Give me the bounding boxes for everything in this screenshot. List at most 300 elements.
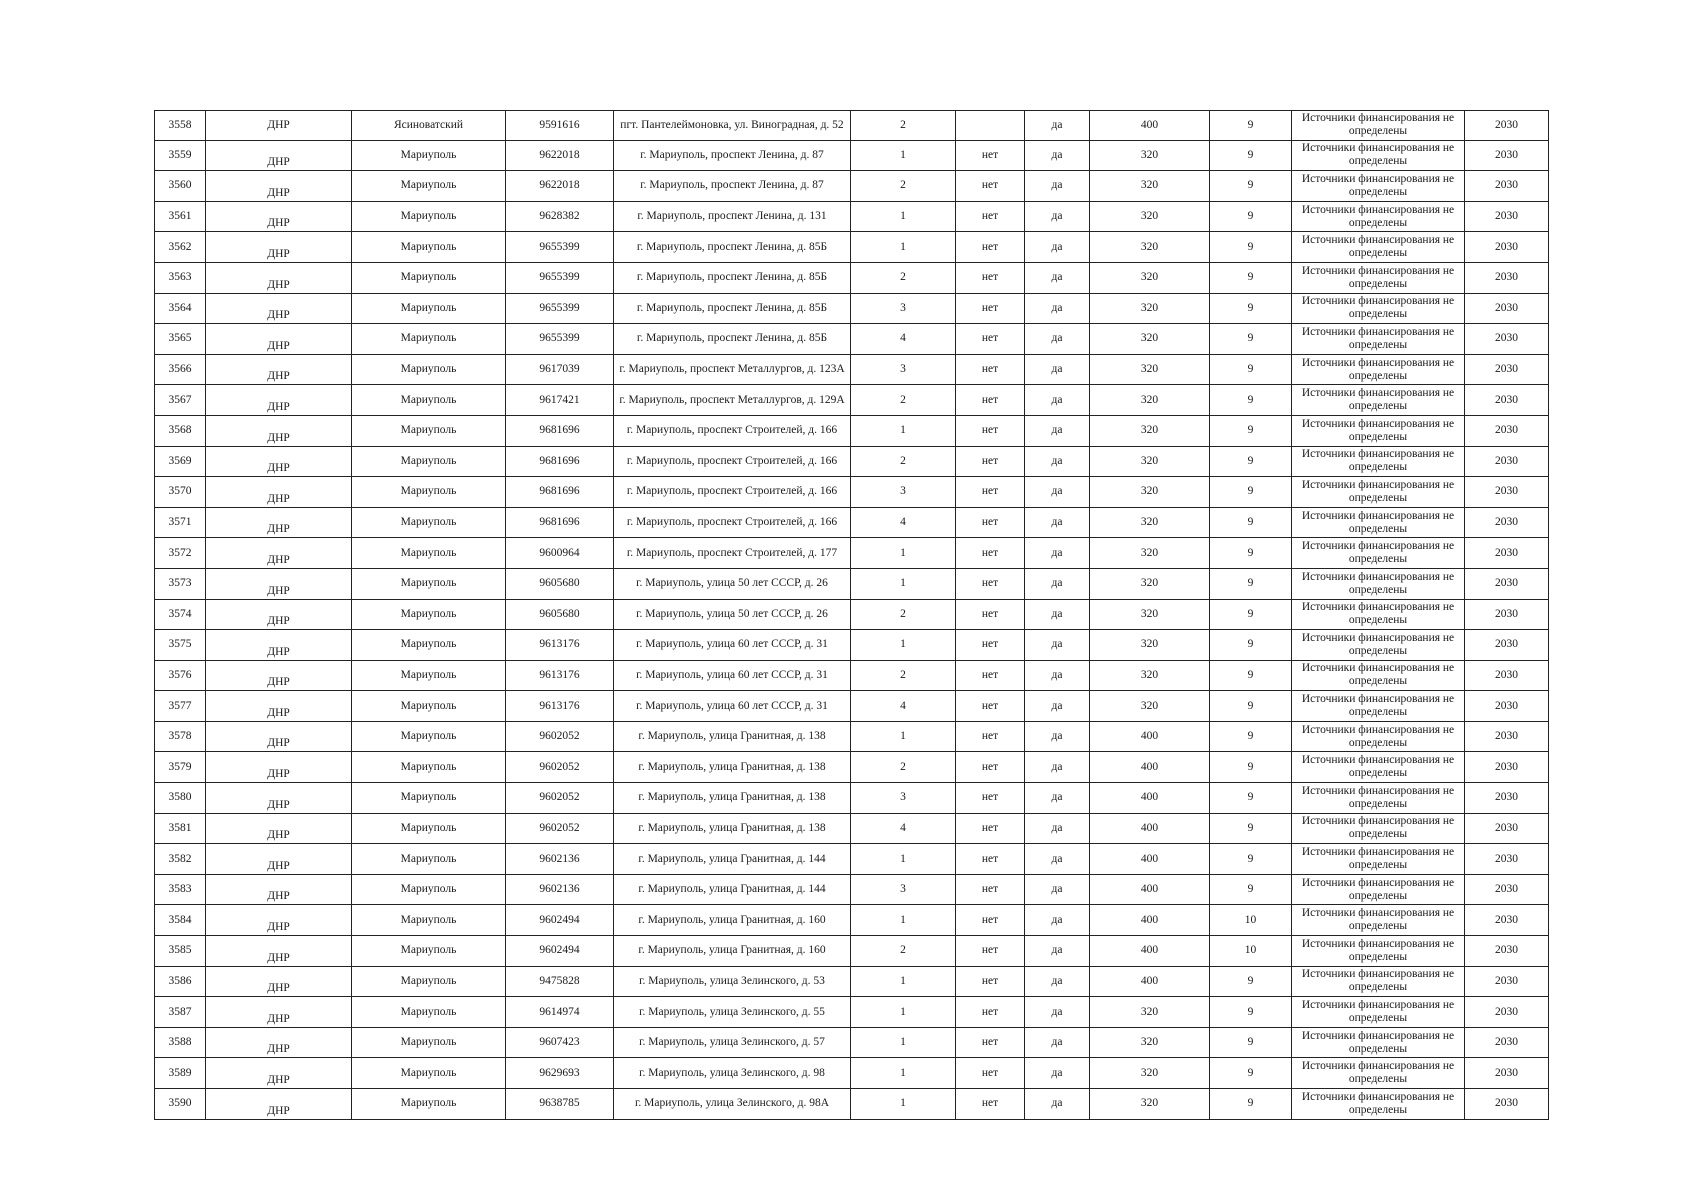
- municipality-cell: Мариуполь: [352, 415, 506, 446]
- floors-cell: 9: [1210, 354, 1292, 385]
- building-id-cell: 9681696: [506, 507, 614, 538]
- row-number-cell: 3563: [155, 262, 206, 293]
- building-id-cell: 9614974: [506, 997, 614, 1028]
- funding-source-cell: Источники финансирования не определены: [1292, 538, 1465, 569]
- replaced-cell: нет: [956, 936, 1025, 967]
- required-cell: да: [1025, 813, 1090, 844]
- address-cell: г. Мариуполь, проспект Металлургов, д. 123А: [614, 354, 851, 385]
- funding-source-cell: Источники финансирования не определены: [1292, 874, 1465, 905]
- floors-cell: 9: [1210, 324, 1292, 355]
- funding-source-cell: Источники финансирования не определены: [1292, 293, 1465, 324]
- required-cell: да: [1025, 568, 1090, 599]
- entrance-cell: 3: [851, 477, 956, 508]
- building-id-cell: 9602494: [506, 936, 614, 967]
- funding-source-cell: Источники финансирования не определены: [1292, 1089, 1465, 1120]
- floors-cell: 9: [1210, 1027, 1292, 1058]
- address-cell: г. Мариуполь, проспект Строителей, д. 166: [614, 507, 851, 538]
- municipality-cell: Мариуполь: [352, 1089, 506, 1120]
- row-number-cell: 3578: [155, 721, 206, 752]
- row-number-cell: 3590: [155, 1089, 206, 1120]
- row-number-cell: 3586: [155, 966, 206, 997]
- entrance-cell: 1: [851, 966, 956, 997]
- table-row: [155, 140, 1549, 171]
- table-row: [155, 324, 1549, 355]
- year-cell: 2030: [1465, 844, 1549, 875]
- year-cell: 2030: [1465, 721, 1549, 752]
- entrance-cell: 1: [851, 140, 956, 171]
- address-cell: г. Мариуполь, проспект Ленина, д. 87: [614, 171, 851, 202]
- year-cell: 2030: [1465, 1089, 1549, 1120]
- required-cell: да: [1025, 599, 1090, 630]
- building-id-cell: 9655399: [506, 324, 614, 355]
- region-cell: ДНР: [206, 293, 352, 324]
- entrance-cell: 1: [851, 844, 956, 875]
- row-number-cell: 3579: [155, 752, 206, 783]
- building-id-cell: 9602052: [506, 752, 614, 783]
- entrance-cell: 1: [851, 415, 956, 446]
- table-row: [155, 111, 1549, 141]
- municipality-cell: Мариуполь: [352, 783, 506, 814]
- table-row: [155, 599, 1549, 630]
- table-row: [155, 568, 1549, 599]
- municipality-cell: Мариуполь: [352, 630, 506, 661]
- floors-cell: 9: [1210, 752, 1292, 783]
- funding-source-cell: Источники финансирования не определены: [1292, 385, 1465, 416]
- floors-cell: 9: [1210, 385, 1292, 416]
- replaced-cell: нет: [956, 1089, 1025, 1120]
- capacity-cell: 400: [1090, 966, 1210, 997]
- building-id-cell: 9607423: [506, 1027, 614, 1058]
- row-number-cell: 3581: [155, 813, 206, 844]
- funding-source-cell: Источники финансирования не определены: [1292, 1058, 1465, 1089]
- municipality-cell: Мариуполь: [352, 140, 506, 171]
- replaced-cell: нет: [956, 324, 1025, 355]
- capacity-cell: 400: [1090, 844, 1210, 875]
- capacity-cell: 320: [1090, 630, 1210, 661]
- row-number-cell: 3588: [155, 1027, 206, 1058]
- required-cell: да: [1025, 293, 1090, 324]
- required-cell: да: [1025, 507, 1090, 538]
- region-cell: ДНР: [206, 538, 352, 569]
- building-id-cell: 9622018: [506, 140, 614, 171]
- entrance-cell: 2: [851, 599, 956, 630]
- floors-cell: 9: [1210, 660, 1292, 691]
- municipality-cell: Мариуполь: [352, 446, 506, 477]
- address-cell: г. Мариуполь, улица Гранитная, д. 160: [614, 905, 851, 936]
- year-cell: 2030: [1465, 385, 1549, 416]
- address-cell: г. Мариуполь, проспект Ленина, д. 85Б: [614, 232, 851, 263]
- building-id-cell: 9629693: [506, 1058, 614, 1089]
- entrance-cell: 1: [851, 630, 956, 661]
- floors-cell: 9: [1210, 813, 1292, 844]
- required-cell: да: [1025, 966, 1090, 997]
- address-cell: г. Мариуполь, проспект Строителей, д. 166: [614, 477, 851, 508]
- entrance-cell: 1: [851, 201, 956, 232]
- year-cell: 2030: [1465, 966, 1549, 997]
- year-cell: 2030: [1465, 140, 1549, 171]
- floors-cell: 9: [1210, 140, 1292, 171]
- row-number-cell: 3589: [155, 1058, 206, 1089]
- capacity-cell: 400: [1090, 752, 1210, 783]
- entrance-cell: 2: [851, 171, 956, 202]
- year-cell: 2030: [1465, 507, 1549, 538]
- required-cell: да: [1025, 721, 1090, 752]
- entrance-cell: 3: [851, 293, 956, 324]
- table-row: [155, 813, 1549, 844]
- funding-source-cell: Источники финансирования не определены: [1292, 752, 1465, 783]
- replaced-cell: [956, 111, 1025, 141]
- floors-cell: 9: [1210, 1089, 1292, 1120]
- funding-source-cell: Источники финансирования не определены: [1292, 813, 1465, 844]
- year-cell: 2030: [1465, 477, 1549, 508]
- replaced-cell: нет: [956, 1058, 1025, 1089]
- municipality-cell: Мариуполь: [352, 966, 506, 997]
- replaced-cell: нет: [956, 966, 1025, 997]
- floors-cell: 9: [1210, 721, 1292, 752]
- floors-cell: 9: [1210, 783, 1292, 814]
- region-cell: ДНР: [206, 1058, 352, 1089]
- entrance-cell: 1: [851, 721, 956, 752]
- replaced-cell: нет: [956, 171, 1025, 202]
- entrance-cell: 4: [851, 691, 956, 722]
- funding-source-cell: Источники финансирования не определены: [1292, 171, 1465, 202]
- region-cell: ДНР: [206, 507, 352, 538]
- required-cell: да: [1025, 446, 1090, 477]
- funding-source-cell: Источники финансирования не определены: [1292, 721, 1465, 752]
- row-number-cell: 3572: [155, 538, 206, 569]
- funding-source-cell: Источники финансирования не определены: [1292, 660, 1465, 691]
- year-cell: 2030: [1465, 324, 1549, 355]
- required-cell: да: [1025, 844, 1090, 875]
- table-row: [155, 936, 1549, 967]
- year-cell: 2030: [1465, 568, 1549, 599]
- replaced-cell: нет: [956, 201, 1025, 232]
- table-row: [155, 630, 1549, 661]
- address-cell: г. Мариуполь, улица 60 лет СССР, д. 31: [614, 630, 851, 661]
- building-id-cell: 9600964: [506, 538, 614, 569]
- address-cell: г. Мариуполь, проспект Ленина, д. 131: [614, 201, 851, 232]
- floors-cell: 9: [1210, 232, 1292, 263]
- address-cell: г. Мариуполь, улица Гранитная, д. 138: [614, 783, 851, 814]
- building-id-cell: 9602494: [506, 905, 614, 936]
- address-cell: г. Мариуполь, улица Гранитная, д. 138: [614, 752, 851, 783]
- table-row: [155, 844, 1549, 875]
- floors-cell: 9: [1210, 538, 1292, 569]
- entrance-cell: 2: [851, 385, 956, 416]
- table-row: [155, 783, 1549, 814]
- elevator-replacement-table: [154, 110, 1549, 1120]
- capacity-cell: 400: [1090, 874, 1210, 905]
- municipality-cell: Мариуполь: [352, 691, 506, 722]
- required-cell: да: [1025, 201, 1090, 232]
- address-cell: г. Мариуполь, улица Гранитная, д. 138: [614, 721, 851, 752]
- municipality-cell: Мариуполь: [352, 293, 506, 324]
- table-row: [155, 905, 1549, 936]
- address-cell: г. Мариуполь, проспект Металлургов, д. 129А: [614, 385, 851, 416]
- replaced-cell: нет: [956, 783, 1025, 814]
- region-cell: ДНР: [206, 385, 352, 416]
- municipality-cell: Мариуполь: [352, 324, 506, 355]
- region-cell: ДНР: [206, 262, 352, 293]
- replaced-cell: нет: [956, 660, 1025, 691]
- building-id-cell: 9602136: [506, 844, 614, 875]
- row-number-cell: 3570: [155, 477, 206, 508]
- region-cell: ДНР: [206, 936, 352, 967]
- year-cell: 2030: [1465, 905, 1549, 936]
- year-cell: 2030: [1465, 446, 1549, 477]
- capacity-cell: 320: [1090, 201, 1210, 232]
- address-cell: г. Мариуполь, улица 60 лет СССР, д. 31: [614, 691, 851, 722]
- floors-cell: 9: [1210, 446, 1292, 477]
- year-cell: 2030: [1465, 201, 1549, 232]
- replaced-cell: нет: [956, 721, 1025, 752]
- region-cell: ДНР: [206, 140, 352, 171]
- address-cell: г. Мариуполь, улица Гранитная, д. 144: [614, 874, 851, 905]
- floors-cell: 9: [1210, 599, 1292, 630]
- municipality-cell: Мариуполь: [352, 354, 506, 385]
- row-number-cell: 3584: [155, 905, 206, 936]
- row-number-cell: 3564: [155, 293, 206, 324]
- address-cell: г. Мариуполь, улица Зелинского, д. 98: [614, 1058, 851, 1089]
- floors-cell: 9: [1210, 630, 1292, 661]
- entrance-cell: 1: [851, 538, 956, 569]
- floors-cell: 9: [1210, 262, 1292, 293]
- address-cell: г. Мариуполь, проспект Ленина, д. 85Б: [614, 262, 851, 293]
- building-id-cell: 9638785: [506, 1089, 614, 1120]
- building-id-cell: 9613176: [506, 691, 614, 722]
- table-row: [155, 691, 1549, 722]
- address-cell: г. Мариуполь, улица 50 лет СССР, д. 26: [614, 568, 851, 599]
- year-cell: 2030: [1465, 1027, 1549, 1058]
- required-cell: да: [1025, 538, 1090, 569]
- municipality-cell: Мариуполь: [352, 1027, 506, 1058]
- floors-cell: 9: [1210, 568, 1292, 599]
- entrance-cell: 1: [851, 1058, 956, 1089]
- capacity-cell: 320: [1090, 354, 1210, 385]
- entrance-cell: 4: [851, 324, 956, 355]
- table-row: [155, 966, 1549, 997]
- address-cell: г. Мариуполь, улица Зелинского, д. 98А: [614, 1089, 851, 1120]
- funding-source-cell: Источники финансирования не определены: [1292, 783, 1465, 814]
- table-row: [155, 507, 1549, 538]
- municipality-cell: Мариуполь: [352, 752, 506, 783]
- required-cell: да: [1025, 630, 1090, 661]
- capacity-cell: 400: [1090, 721, 1210, 752]
- table-row: [155, 1058, 1549, 1089]
- required-cell: да: [1025, 171, 1090, 202]
- row-number-cell: 3576: [155, 660, 206, 691]
- table-row: [155, 232, 1549, 263]
- table-row: [155, 997, 1549, 1028]
- required-cell: да: [1025, 936, 1090, 967]
- replaced-cell: нет: [956, 415, 1025, 446]
- row-number-cell: 3569: [155, 446, 206, 477]
- address-cell: г. Мариуполь, проспект Ленина, д. 85Б: [614, 293, 851, 324]
- municipality-cell: Мариуполь: [352, 1058, 506, 1089]
- capacity-cell: 400: [1090, 783, 1210, 814]
- region-cell: ДНР: [206, 844, 352, 875]
- address-cell: г. Мариуполь, улица 60 лет СССР, д. 31: [614, 660, 851, 691]
- year-cell: 2030: [1465, 171, 1549, 202]
- required-cell: да: [1025, 1027, 1090, 1058]
- address-cell: г. Мариуполь, улица Гранитная, д. 160: [614, 936, 851, 967]
- funding-source-cell: Источники финансирования не определены: [1292, 905, 1465, 936]
- municipality-cell: Мариуполь: [352, 477, 506, 508]
- address-cell: г. Мариуполь, улица Гранитная, д. 144: [614, 844, 851, 875]
- floors-cell: 10: [1210, 905, 1292, 936]
- building-id-cell: 9617421: [506, 385, 614, 416]
- replaced-cell: нет: [956, 385, 1025, 416]
- capacity-cell: 320: [1090, 997, 1210, 1028]
- table-row: [155, 477, 1549, 508]
- capacity-cell: 320: [1090, 507, 1210, 538]
- capacity-cell: 320: [1090, 1027, 1210, 1058]
- address-cell: г. Мариуполь, проспект Строителей, д. 177: [614, 538, 851, 569]
- region-cell: ДНР: [206, 966, 352, 997]
- replaced-cell: нет: [956, 354, 1025, 385]
- funding-source-cell: Источники финансирования не определены: [1292, 630, 1465, 661]
- year-cell: 2030: [1465, 262, 1549, 293]
- year-cell: 2030: [1465, 660, 1549, 691]
- region-cell: ДНР: [206, 752, 352, 783]
- row-number-cell: 3582: [155, 844, 206, 875]
- capacity-cell: 320: [1090, 1058, 1210, 1089]
- region-cell: ДНР: [206, 905, 352, 936]
- building-id-cell: 9475828: [506, 966, 614, 997]
- required-cell: да: [1025, 1089, 1090, 1120]
- capacity-cell: 320: [1090, 140, 1210, 171]
- building-id-cell: 9681696: [506, 446, 614, 477]
- region-cell: ДНР: [206, 1027, 352, 1058]
- capacity-cell: 320: [1090, 415, 1210, 446]
- row-number-cell: 3575: [155, 630, 206, 661]
- region-cell: ДНР: [206, 599, 352, 630]
- building-id-cell: 9655399: [506, 262, 614, 293]
- row-number-cell: 3567: [155, 385, 206, 416]
- region-cell: ДНР: [206, 660, 352, 691]
- municipality-cell: Мариуполь: [352, 813, 506, 844]
- funding-source-cell: Источники финансирования не определены: [1292, 844, 1465, 875]
- address-cell: г. Мариуполь, улица Зелинского, д. 55: [614, 997, 851, 1028]
- floors-cell: 9: [1210, 171, 1292, 202]
- funding-source-cell: Источники финансирования не определены: [1292, 446, 1465, 477]
- entrance-cell: 1: [851, 905, 956, 936]
- building-id-cell: 9628382: [506, 201, 614, 232]
- required-cell: да: [1025, 111, 1090, 141]
- required-cell: да: [1025, 874, 1090, 905]
- row-number-cell: 3566: [155, 354, 206, 385]
- municipality-cell: Мариуполь: [352, 507, 506, 538]
- table-row: [155, 415, 1549, 446]
- entrance-cell: 2: [851, 446, 956, 477]
- row-number-cell: 3574: [155, 599, 206, 630]
- required-cell: да: [1025, 1058, 1090, 1089]
- building-id-cell: 9655399: [506, 232, 614, 263]
- funding-source-cell: Источники финансирования не определены: [1292, 997, 1465, 1028]
- building-id-cell: 9602052: [506, 783, 614, 814]
- region-cell: ДНР: [206, 171, 352, 202]
- municipality-cell: Мариуполь: [352, 232, 506, 263]
- year-cell: 2030: [1465, 691, 1549, 722]
- capacity-cell: 320: [1090, 324, 1210, 355]
- entrance-cell: 4: [851, 507, 956, 538]
- region-cell: ДНР: [206, 783, 352, 814]
- building-id-cell: 9613176: [506, 630, 614, 661]
- required-cell: да: [1025, 262, 1090, 293]
- funding-source-cell: Источники финансирования не определены: [1292, 111, 1465, 141]
- row-number-cell: 3583: [155, 874, 206, 905]
- capacity-cell: 320: [1090, 232, 1210, 263]
- year-cell: 2030: [1465, 630, 1549, 661]
- address-cell: г. Мариуполь, улица Зелинского, д. 57: [614, 1027, 851, 1058]
- replaced-cell: нет: [956, 232, 1025, 263]
- replaced-cell: нет: [956, 630, 1025, 661]
- row-number-cell: 3580: [155, 783, 206, 814]
- table-row: [155, 446, 1549, 477]
- region-cell: ДНР: [206, 630, 352, 661]
- required-cell: да: [1025, 385, 1090, 416]
- building-id-cell: 9605680: [506, 568, 614, 599]
- funding-source-cell: Источники финансирования не определены: [1292, 262, 1465, 293]
- replaced-cell: нет: [956, 874, 1025, 905]
- funding-source-cell: Источники финансирования не определены: [1292, 354, 1465, 385]
- required-cell: да: [1025, 691, 1090, 722]
- required-cell: да: [1025, 997, 1090, 1028]
- municipality-cell: Мариуполь: [352, 660, 506, 691]
- floors-cell: 9: [1210, 966, 1292, 997]
- region-cell: ДНР: [206, 721, 352, 752]
- region-cell: ДНР: [206, 691, 352, 722]
- address-cell: г. Мариуполь, проспект Строителей, д. 166: [614, 415, 851, 446]
- address-cell: г. Мариуполь, улица Гранитная, д. 138: [614, 813, 851, 844]
- building-id-cell: 9602136: [506, 874, 614, 905]
- building-id-cell: 9605680: [506, 599, 614, 630]
- region-cell: ДНР: [206, 446, 352, 477]
- required-cell: да: [1025, 354, 1090, 385]
- region-cell: ДНР: [206, 568, 352, 599]
- entrance-cell: 3: [851, 874, 956, 905]
- funding-source-cell: Источники финансирования не определены: [1292, 415, 1465, 446]
- table-row: [155, 538, 1549, 569]
- year-cell: 2030: [1465, 232, 1549, 263]
- capacity-cell: 320: [1090, 691, 1210, 722]
- municipality-cell: Мариуполь: [352, 568, 506, 599]
- municipality-cell: Мариуполь: [352, 997, 506, 1028]
- year-cell: 2030: [1465, 813, 1549, 844]
- table-row: [155, 171, 1549, 202]
- floors-cell: 9: [1210, 874, 1292, 905]
- region-cell: ДНР: [206, 232, 352, 263]
- capacity-cell: 320: [1090, 171, 1210, 202]
- municipality-cell: Ясиноватский: [352, 111, 506, 141]
- floors-cell: 9: [1210, 997, 1292, 1028]
- entrance-cell: 1: [851, 1027, 956, 1058]
- funding-source-cell: Источники финансирования не определены: [1292, 324, 1465, 355]
- row-number-cell: 3585: [155, 936, 206, 967]
- table-row: [155, 1089, 1549, 1120]
- floors-cell: 9: [1210, 691, 1292, 722]
- row-number-cell: 3573: [155, 568, 206, 599]
- replaced-cell: нет: [956, 813, 1025, 844]
- capacity-cell: 320: [1090, 538, 1210, 569]
- capacity-cell: 320: [1090, 1089, 1210, 1120]
- required-cell: да: [1025, 324, 1090, 355]
- municipality-cell: Мариуполь: [352, 874, 506, 905]
- table-row: [155, 721, 1549, 752]
- funding-source-cell: Источники финансирования не определены: [1292, 966, 1465, 997]
- replaced-cell: нет: [956, 538, 1025, 569]
- table-row: [155, 1027, 1549, 1058]
